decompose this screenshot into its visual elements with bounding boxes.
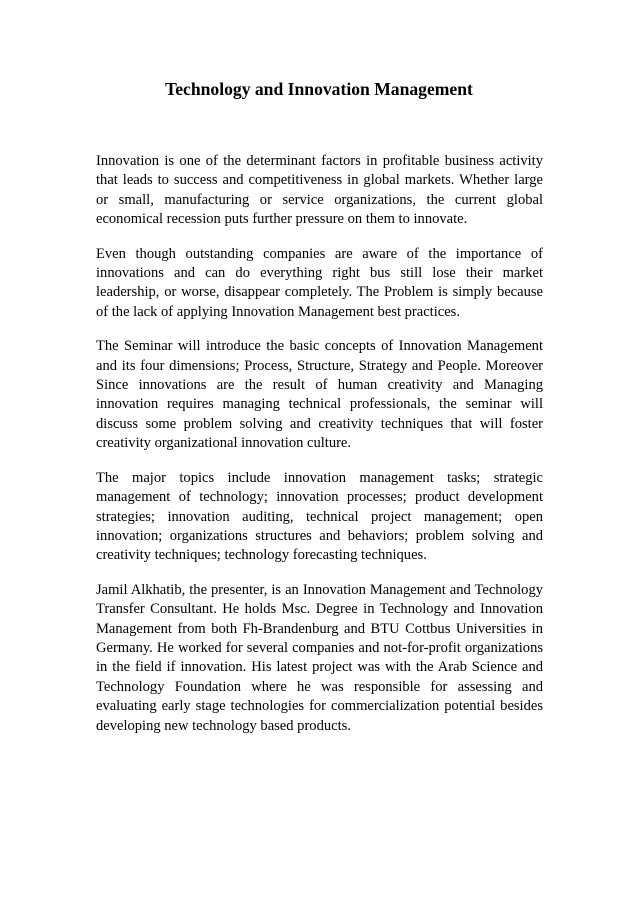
paragraph-topics: The major topics include innovation management tasks; strategic management of technology; innovation processes; product development strategies; innovation auditing, technical project management; open innovation; organizations structures and behaviors; problem solving and creativity techniques; technology forecasting techniques. xyxy=(96,469,543,564)
paragraph-problem: Even though outstanding companies are aware of the importance of innovations and can do everything right bus still lose their market leadership, or worse, disappear completely. The Problem is simply because of the lack of applying Innovation Management best practices. xyxy=(96,245,543,320)
paragraph-seminar: The Seminar will introduce the basic concepts of Innovation Management and its four dimensions; Process, Structure, Strategy and People. Moreover Since innovations are the result of human creativity and Managing innovation requires managing technical professionals, the seminar will discuss some problem solving and creativity techniques that will foster creativity organizational innovation culture. xyxy=(96,338,543,452)
paragraph-intro: Innovation is one of the determinant factors in profitable business activity that leads to success and competitiveness in global markets. Whether large or small, manufacturing or service organizations, the current global economical recession puts further pressure on them to innovate. xyxy=(96,153,543,228)
document-body xyxy=(96,152,543,751)
document-title: Technology and Innovation Management xyxy=(165,79,473,99)
paragraph-presenter: Jamil Alkhatib, the presenter, is an Innovation Management and Technology Transfer Consultant. He holds Msc. Degree in Technology and Innovation Management from both Fh-Brandenburg and BTU Cottbus Universities in Germany. He worked for several companies and not-for-profit organizations in the field if innovation. His latest project was with the Arab Science and Technology Foundation where he was responsible for assessing and evaluating early stage technologies for commercialization potential besides developing new technology based products. xyxy=(96,581,543,734)
